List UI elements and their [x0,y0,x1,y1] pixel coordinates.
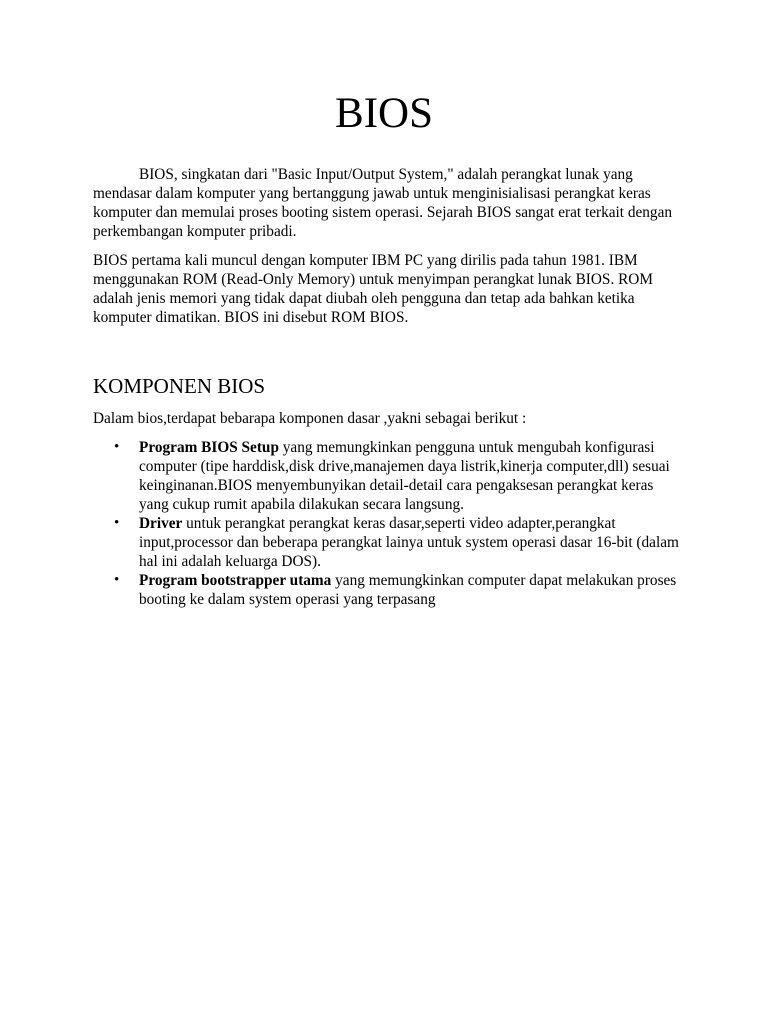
list-item-text: yang memungkinkan pengguna untuk mengubah konfigurasi computer (tipe harddisk,disk drive,manajemen daya listrik,kinerja computer,dll) sesuai keinginanan.BIOS menyembunyikan detail-detail cara pengaksesan perangkat keras yang cukup rumit apabila dilakukan secara langsung. [139,439,670,513]
bullet-icon: • [114,515,120,531]
list-item [93,514,683,571]
list-item-term: Program BIOS Setup [139,439,279,456]
list-item-term: Driver [139,515,183,532]
list-item-text: untuk perangkat perangkat keras dasar,seperti video adapter,perangkat input,processor dan beberapa perangkat lainya untuk system operasi dasar 16-bit (dalam hal ini adalah keluarga DOS). [139,515,679,570]
bullet-icon: • [114,439,120,455]
component-list [93,438,683,609]
list-item [93,571,683,609]
document-title: BIOS [335,90,433,137]
section-heading: KOMPONEN BIOS [93,374,266,398]
paragraph-definition: BIOS, singkatan dari "Basic Input/Output System," adalah perangkat lunak yang mendasar dalam komputer yang bertanggung jawab untuk menginisialisasi perangkat keras komputer dan memulai proses booting sistem operasi. Sejarah BIOS sangat erat terkait dengan perkembangan komputer pribadi. [93,166,673,240]
paragraph-history: BIOS pertama kali muncul dengan komputer IBM PC yang dirilis pada tahun 1981. IBM menggunakan ROM (Read-Only Memory) untuk menyimpan perangkat lunak BIOS. ROM adalah jenis memori yang tidak dapat diubah oleh pengguna dan tetap ada bahkan ketika komputer dimatikan. BIOS ini disebut ROM BIOS. [93,252,653,326]
list-item-text: yang memungkinkan computer dapat melakukan proses booting ke dalam system operasi yang terpasang [139,572,677,608]
list-item-term: Program bootstrapper utama [139,572,332,589]
section-intro: Dalam bios,terdapat bebarapa komponen dasar ,yakni sebagai berikut : [93,410,527,427]
bullet-icon: • [114,572,120,588]
list-item [93,438,683,514]
